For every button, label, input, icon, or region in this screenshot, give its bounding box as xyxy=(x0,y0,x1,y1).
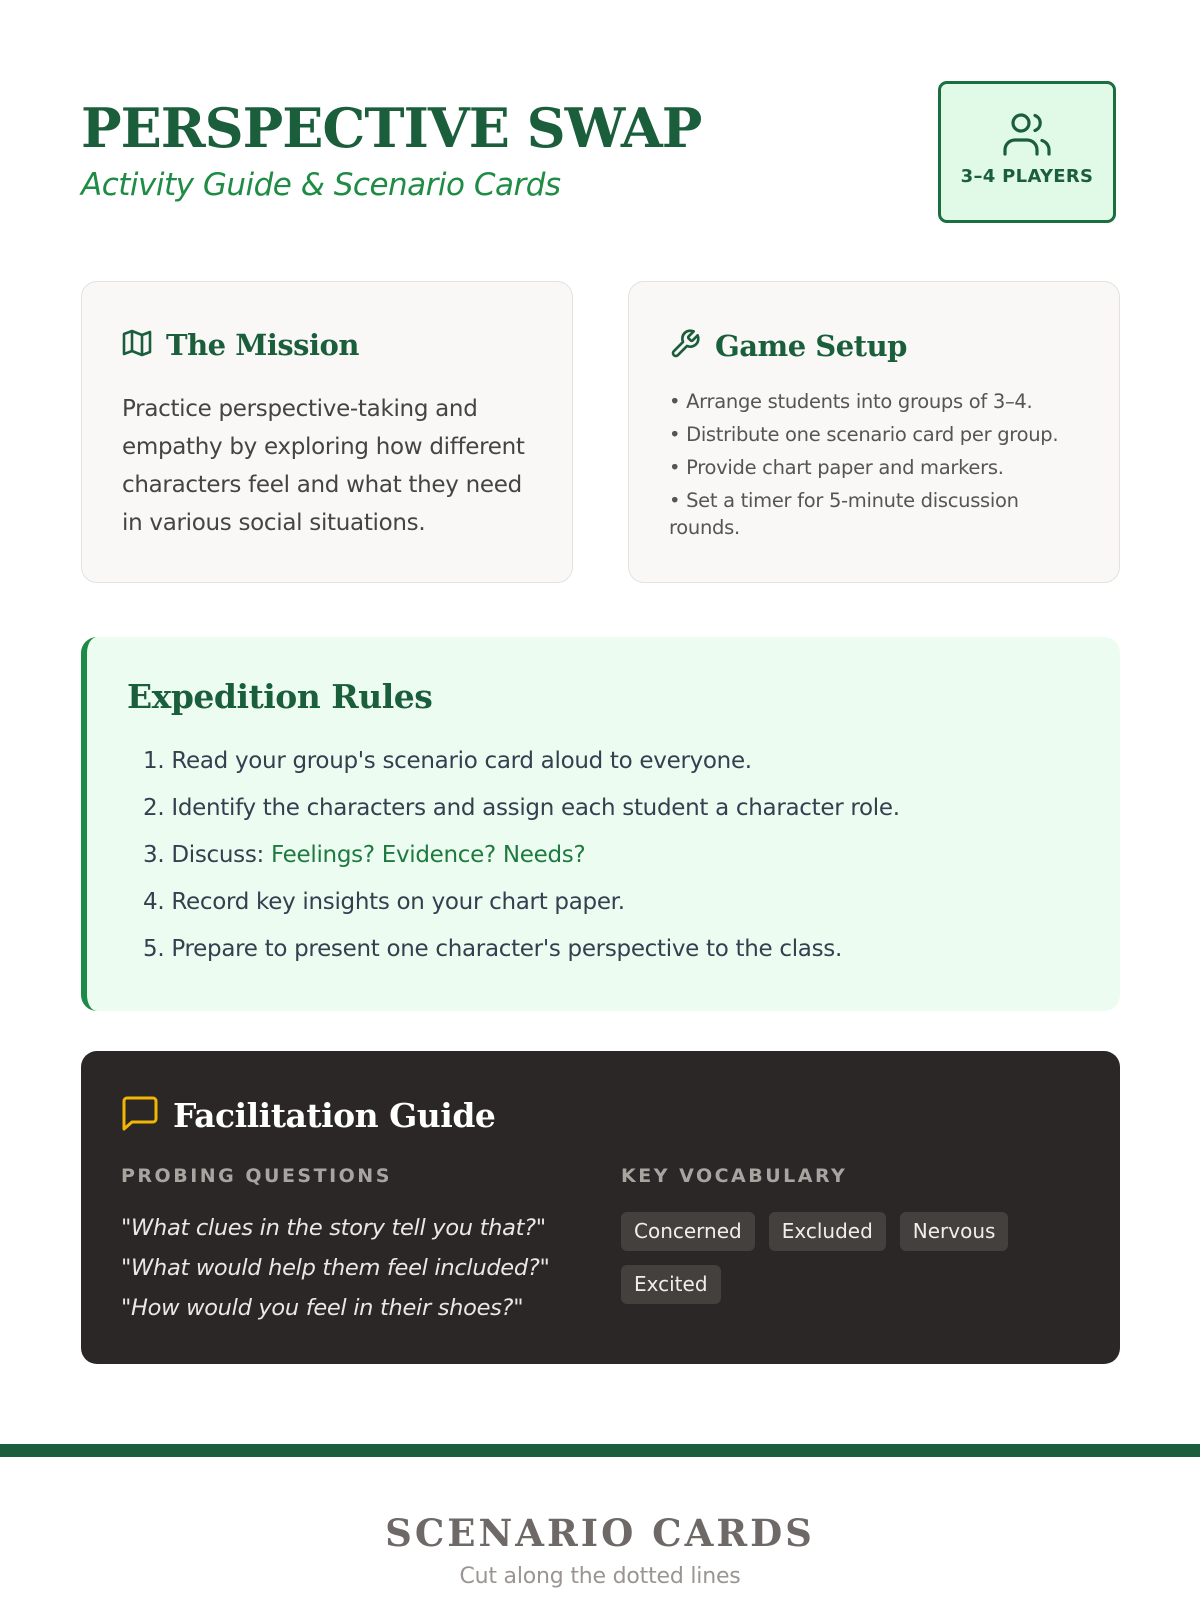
rule-text: 5. Prepare to present one character's perspective to the class. xyxy=(143,936,842,962)
vocab-chip: Concerned xyxy=(621,1212,755,1251)
list-item: • Arrange students into groups of 3–4. xyxy=(669,390,1033,413)
setup-header xyxy=(669,328,907,364)
question-item: "How would you feel in their shoes?" xyxy=(121,1295,524,1321)
questions-label: PROBING QUESTIONS xyxy=(121,1165,392,1187)
mission-title: The Mission xyxy=(166,328,359,362)
rule-highlight: Feelings? Evidence? Needs? xyxy=(271,842,586,868)
list-item: • Distribute one scenario card per group. xyxy=(669,423,1059,446)
rule-item xyxy=(143,792,900,824)
users-icon xyxy=(1001,110,1053,162)
scenario-cards-title: SCENARIO CARDS xyxy=(385,1511,815,1555)
map-icon xyxy=(122,329,152,361)
players-label: 3–4 PLAYERS xyxy=(960,166,1094,187)
mission-header xyxy=(122,328,359,362)
setup-title: Game Setup xyxy=(715,329,907,363)
list-item: • Set a timer for 5-minute discussion rounds. xyxy=(669,489,1019,539)
facilitation-header xyxy=(121,1095,495,1135)
vocab-chip: Excited xyxy=(621,1265,721,1304)
message-square-icon xyxy=(121,1095,159,1135)
page-subtitle: Activity Guide & Scenario Cards xyxy=(81,167,561,203)
players-badge xyxy=(938,81,1116,223)
vocab-chip: Excluded xyxy=(769,1212,886,1251)
facilitation-title: Facilitation Guide xyxy=(173,1095,496,1135)
wrench-icon xyxy=(669,328,701,364)
mission-text: Practice perspective-taking and empathy by exploring how different characters feel and what they need in various social situations. xyxy=(122,396,525,536)
section-divider xyxy=(0,1444,1200,1457)
page-title: PERSPECTIVE SWAP xyxy=(81,96,702,160)
questions-list xyxy=(121,1208,550,1328)
rule-text: 2. Identify the characters and assign each student a character role. xyxy=(143,795,900,821)
rule-text: 1. Read your group's scenario card aloud to everyone. xyxy=(143,748,752,774)
setup-list xyxy=(669,388,1089,547)
question-item: "What would help them feel included?" xyxy=(121,1255,550,1281)
rule-item xyxy=(143,839,900,871)
rules-list xyxy=(143,745,900,980)
vocabulary-chips xyxy=(621,1212,1041,1304)
rule-text: 3. Discuss: xyxy=(143,842,271,868)
rule-item xyxy=(143,933,900,965)
rule-item xyxy=(143,886,900,918)
vocab-chip: Nervous xyxy=(900,1212,1009,1251)
rule-text: 4. Record key insights on your chart paper. xyxy=(143,889,625,915)
setup-card xyxy=(628,281,1120,583)
rules-title: Expedition Rules xyxy=(127,677,433,716)
list-item: • Provide chart paper and markers. xyxy=(669,456,1004,479)
facilitation-panel xyxy=(81,1051,1120,1364)
rule-item xyxy=(143,745,900,777)
mission-card xyxy=(81,281,573,583)
scenario-cards-subtitle: Cut along the dotted lines xyxy=(459,1564,741,1589)
question-item: "What clues in the story tell you that?" xyxy=(121,1215,546,1241)
page-header xyxy=(81,95,701,205)
rules-panel xyxy=(81,637,1120,1011)
vocabulary-label: KEY VOCABULARY xyxy=(621,1165,848,1187)
